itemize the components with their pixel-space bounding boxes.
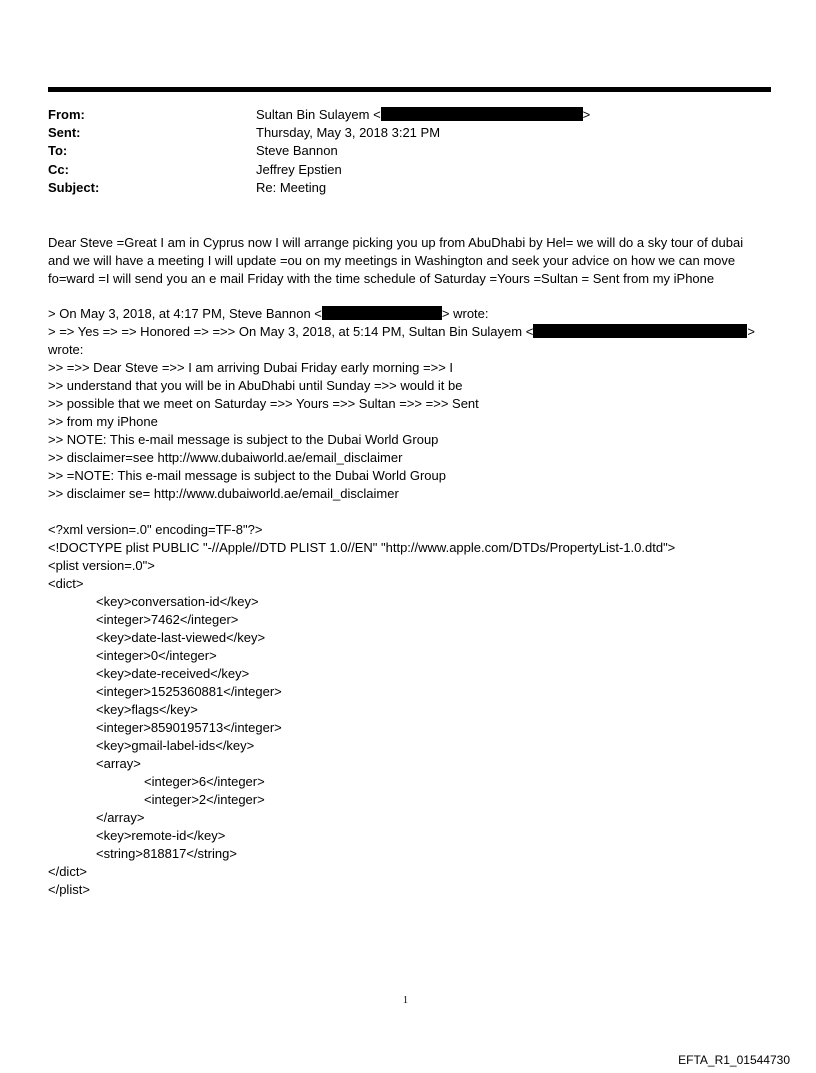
body-line: and we will have a meeting I will update =ou on my meetings in Washington and seek your advice on how we can move [48, 253, 736, 269]
xml-line: <key>conversation-id</key> [96, 594, 259, 609]
cc-label: Cc: [48, 161, 69, 177]
xml-line: <integer>2</integer> [144, 792, 265, 807]
xml-line: <!DOCTYPE plist PUBLIC "-//Apple//DTD PLIST 1.0//EN" "http://www.apple.com/DTDs/PropertyList-1.0.dtd"> [48, 540, 676, 555]
quote-line: >> from my iPhone [48, 414, 158, 429]
redaction-box [533, 324, 747, 338]
quote-line: >> disclaimer=see http://www.dubaiworld.ae/email_disclaimer [48, 450, 403, 465]
bates-number: EFTA_R1_01544730 [678, 1053, 790, 1067]
body-line: Dear Steve =Great I am in Cyprus now I will arrange picking you up from AbuDhabi by Hel= we will do a sky tour of dubai [48, 235, 744, 250]
sent-value: Thursday, May 3, 2018 3:21 PM [256, 125, 441, 141]
quote-line: >> =>> Dear Steve =>> I am arriving Dubai Friday early morning =>> I [48, 360, 454, 375]
quote-line: >> possible that we meet on Saturday =>> Yours =>> Sultan =>> =>> Sent [48, 396, 479, 411]
xml-line: <integer>0</integer> [96, 648, 217, 663]
quote-line: >> NOTE: This e-mail message is subject to the Dubai World Group [48, 432, 439, 447]
to-value: Steve Bannon [256, 143, 338, 159]
xml-line: <integer>8590195713</integer> [96, 720, 282, 735]
quote-line: > On May 3, 2018, at 4:17 PM, Steve Bannon < > wrote: [48, 306, 489, 321]
message-body [48, 234, 778, 289]
xml-line: <integer>7462</integer> [96, 612, 239, 627]
xml-line: <integer>6</integer> [144, 774, 265, 789]
redaction-box [322, 306, 442, 320]
to-row [48, 142, 590, 160]
sent-row [48, 124, 590, 142]
xml-line: <dict> [48, 576, 84, 591]
quote-line: > => Yes => => Honored => =>> On May 3, 2018, at 5:14 PM, Sultan Bin Sulayem < > [48, 324, 755, 339]
xml-line: <key>gmail-label-ids</key> [96, 738, 255, 753]
xml-line: <key>remote-id</key> [96, 828, 226, 843]
subject-label: Subject: [48, 179, 100, 195]
page-number: 1 [403, 995, 408, 1006]
xml-line: <?xml version=.0" encoding=TF-8"?> [48, 522, 263, 537]
from-label: From: [48, 107, 85, 122]
quote-line: wrote: [48, 342, 84, 357]
sent-label: Sent: [48, 125, 81, 141]
to-label: To: [48, 143, 68, 159]
quoted-thread [48, 305, 755, 503]
xml-line: <plist version=.0"> [48, 558, 155, 573]
subject-row [48, 179, 590, 197]
quote-line: >> understand that you will be in AbuDhabi until Sunday =>> would it be [48, 378, 463, 393]
xml-line: <key>date-received</key> [96, 666, 250, 681]
redaction-box [381, 107, 583, 121]
xml-line: </dict> [48, 864, 88, 879]
from-name: Sultan Bin Sulayem < [256, 107, 381, 122]
cc-value: Jeffrey Epstien [256, 161, 342, 177]
xml-line: <array> [96, 756, 141, 771]
body-line: fo=ward =I will send you an e mail Friday with the time schedule of Saturday =Yours =Sultan = Sent from my iPhone [48, 271, 715, 287]
quote-line: >> =NOTE: This e-mail message is subject to the Dubai World Group [48, 468, 446, 483]
xml-line: <string>818817</string> [96, 846, 237, 861]
xml-line: </plist> [48, 882, 90, 897]
quote-line: >> disclaimer se= http://www.dubaiworld.ae/email_disclaimer [48, 486, 399, 501]
cc-row [48, 161, 590, 179]
from-value [256, 106, 590, 124]
xml-line: <key>flags</key> [96, 702, 198, 717]
from-row [48, 106, 590, 124]
xml-line: <integer>1525360881</integer> [96, 684, 282, 699]
xml-line: </array> [96, 810, 145, 825]
plist-metadata [48, 521, 675, 899]
from-close: > [582, 107, 591, 122]
xml-line: <key>date-last-viewed</key> [96, 630, 266, 645]
header-divider [48, 87, 771, 92]
subject-value: Re: Meeting [256, 179, 327, 195]
email-header [48, 106, 590, 197]
